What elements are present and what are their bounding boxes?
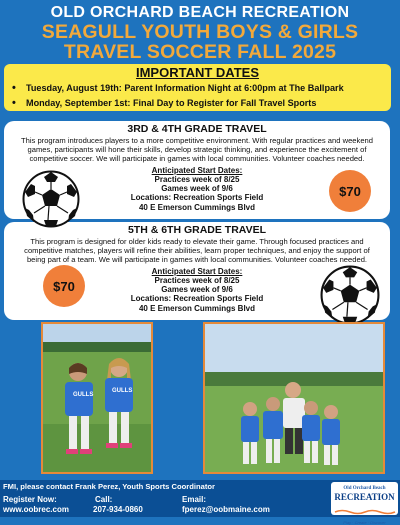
start-line: Locations: Recreation Sports Field [130, 193, 264, 203]
register-block [3, 495, 69, 515]
register-link[interactable]: www.oobrec.com [3, 505, 69, 514]
logo-tagline: Play · Create · Discover [343, 520, 386, 525]
important-date-item: • Monday, September 1st: Final Day to Register for Fall Travel Sports [12, 96, 391, 111]
email-link[interactable]: fperez@oobmaine.com [182, 505, 270, 514]
program-title-line1: SEAGULL YOUTH BOYS & GIRLS [41, 21, 359, 43]
call-block [93, 495, 143, 515]
photo-two-players [41, 322, 153, 474]
photo-two-players-image [43, 324, 151, 472]
section-description: This program is designed for older kids ready to elevate their game. Through focused practices and competitive matches, players will refine their abilities, learn proper techniques, and enjoy the support of being part of a team. We will participate in games with local communities. Volunteer coaches needed. [24, 237, 370, 265]
register-label: Register Now: [3, 495, 57, 504]
start-line: Practices week of 8/25 [154, 174, 240, 184]
price-badge-5th-6th: $70 [43, 265, 85, 307]
important-dates-box [4, 64, 391, 111]
soccer-ball-icon [320, 265, 380, 325]
photo-team-group-image [205, 324, 383, 472]
start-dates-title: Anticipated Start Dates: [151, 165, 243, 175]
jersey-text: GULLS [73, 392, 94, 398]
start-line: Games week of 9/6 [161, 285, 233, 295]
header [0, 0, 400, 62]
fmi-text: FMI, please contact Frank Perez, Youth Sports Coordinator [3, 482, 215, 491]
jersey-text: GULLS [112, 388, 133, 394]
logo-main-text: RECREATION [334, 492, 395, 502]
important-date-item: • Tuesday, August 19th: Parent Information Night at 6:00pm at The Ballpark [12, 81, 391, 96]
section-title: 5TH & 6TH GRADE TRAVEL [127, 224, 267, 236]
start-line: 40 E Emerson Cummings Blvd [138, 303, 256, 313]
email-block [182, 495, 270, 515]
logo-top-text: Old Orchard Beach [343, 486, 386, 491]
email-label: Email: [182, 495, 207, 504]
important-dates-list [4, 81, 391, 111]
wave-icon [335, 509, 395, 515]
start-dates-title: Anticipated Start Dates: [151, 266, 243, 276]
call-number[interactable]: 207-934-0860 [93, 505, 143, 514]
start-line: 40 E Emerson Cummings Blvd [138, 202, 256, 212]
program-title-line2: TRAVEL SOCCER FALL 2025 [63, 41, 337, 63]
start-line: Practices week of 8/25 [154, 275, 240, 285]
call-label: Call: [95, 495, 113, 504]
soccer-ball-icon [22, 170, 80, 228]
start-line: Locations: Recreation Sports Field [130, 294, 264, 304]
important-dates-title: IMPORTANT DATES [135, 65, 259, 80]
start-line: Games week of 9/6 [161, 184, 233, 194]
recreation-logo [331, 482, 398, 525]
section-title: 3RD & 4TH GRADE TRAVEL [127, 123, 267, 135]
photo-team-group [203, 322, 385, 474]
price-badge-3rd-4th: $70 [329, 170, 371, 212]
section-description: This program introduces players to a more competitive environment. With regular practices and weekend games, participants will hone their skills, develop strategic thinking, and experience the excitement of competitive soccer. We will participate in games with local communities. Volunteer coaches needed. [20, 136, 373, 164]
org-title: OLD ORCHARD BEACH RECREATION [50, 4, 350, 21]
